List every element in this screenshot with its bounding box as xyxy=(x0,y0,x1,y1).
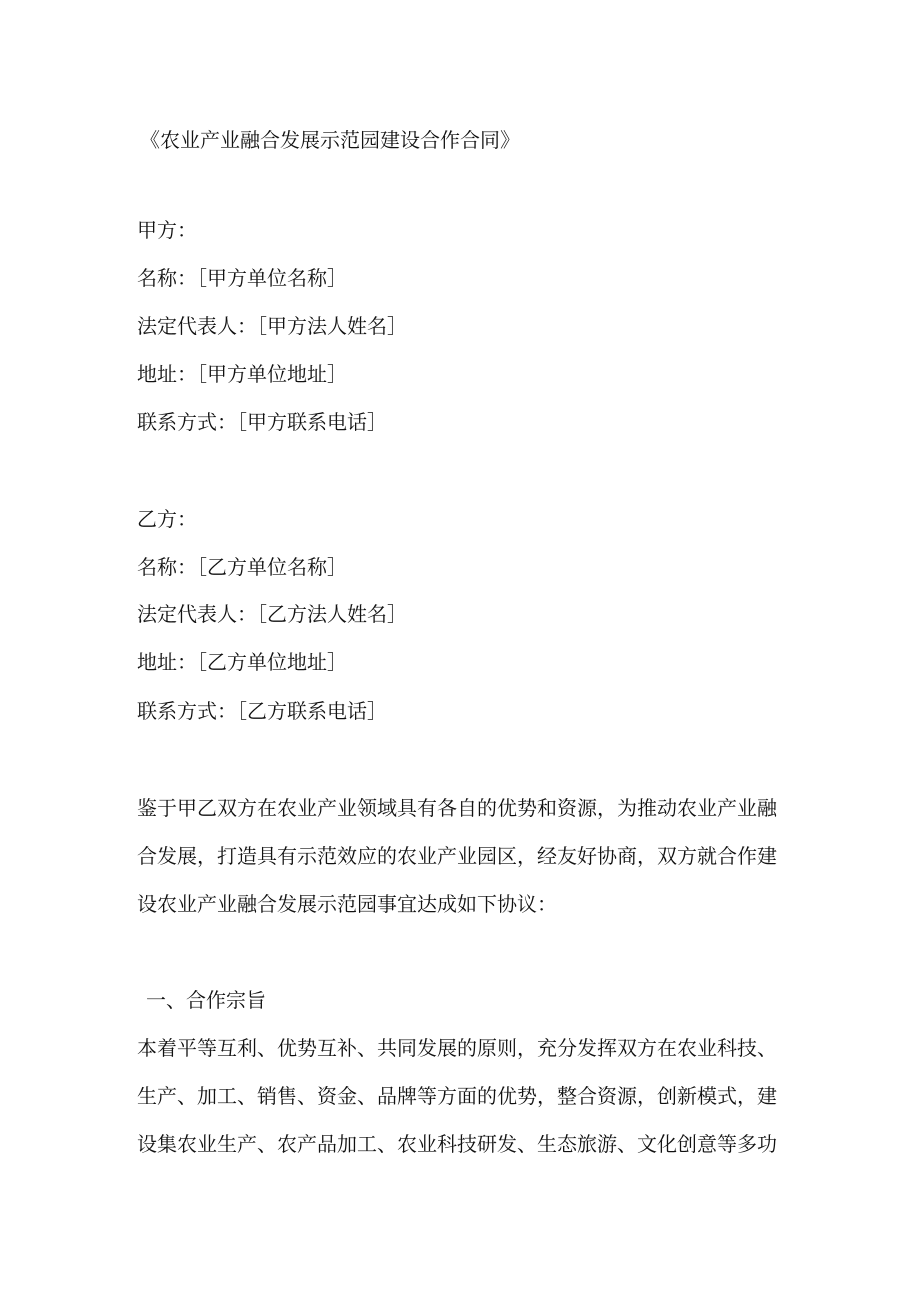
contract-title: 《农业产业融合发展示范园建设合作合同》 xyxy=(140,128,520,152)
party-a-name: 名称：［甲方单位名称］ xyxy=(137,266,347,290)
section-line: 生产、加工、销售、资金、品牌等方面的优势，整合资源，创新模式，建 xyxy=(137,1084,777,1108)
party-b-representative: 法定代表人：［乙方法人姓名］ xyxy=(137,602,407,626)
party-b-heading: 乙方： xyxy=(137,507,197,531)
party-a-contact: 联系方式：［甲方联系电话］ xyxy=(137,410,387,434)
section-paragraph xyxy=(137,1034,787,1178)
party-b-address: 地址：［乙方单位地址］ xyxy=(137,650,347,674)
party-a-heading: 甲方： xyxy=(137,218,197,242)
section-line: 本着平等互利、优势互补、共同发展的原则，充分发挥双方在农业科技、 xyxy=(137,1036,777,1060)
party-a-address: 地址：［甲方单位地址］ xyxy=(137,362,347,386)
party-a-representative: 法定代表人：［甲方法人姓名］ xyxy=(137,314,407,338)
preamble-paragraph xyxy=(137,794,787,938)
preamble-line: 鉴于甲乙双方在农业产业领域具有各自的优势和资源，为推动农业产业融 xyxy=(137,796,777,820)
party-b-contact: 联系方式：［乙方联系电话］ xyxy=(137,699,387,723)
party-b-name: 名称：［乙方单位名称］ xyxy=(137,555,347,579)
preamble-line: 合发展，打造具有示范效应的农业产业园区，经友好协商，双方就合作建 xyxy=(137,844,777,868)
preamble-line: 设农业产业融合发展示范园事宜达成如下协议： xyxy=(137,892,557,916)
section-line: 设集农业生产、农产品加工、农业科技研发、生态旅游、文化创意等多功 xyxy=(137,1132,777,1156)
section-heading: 一、合作宗旨 xyxy=(146,988,266,1012)
